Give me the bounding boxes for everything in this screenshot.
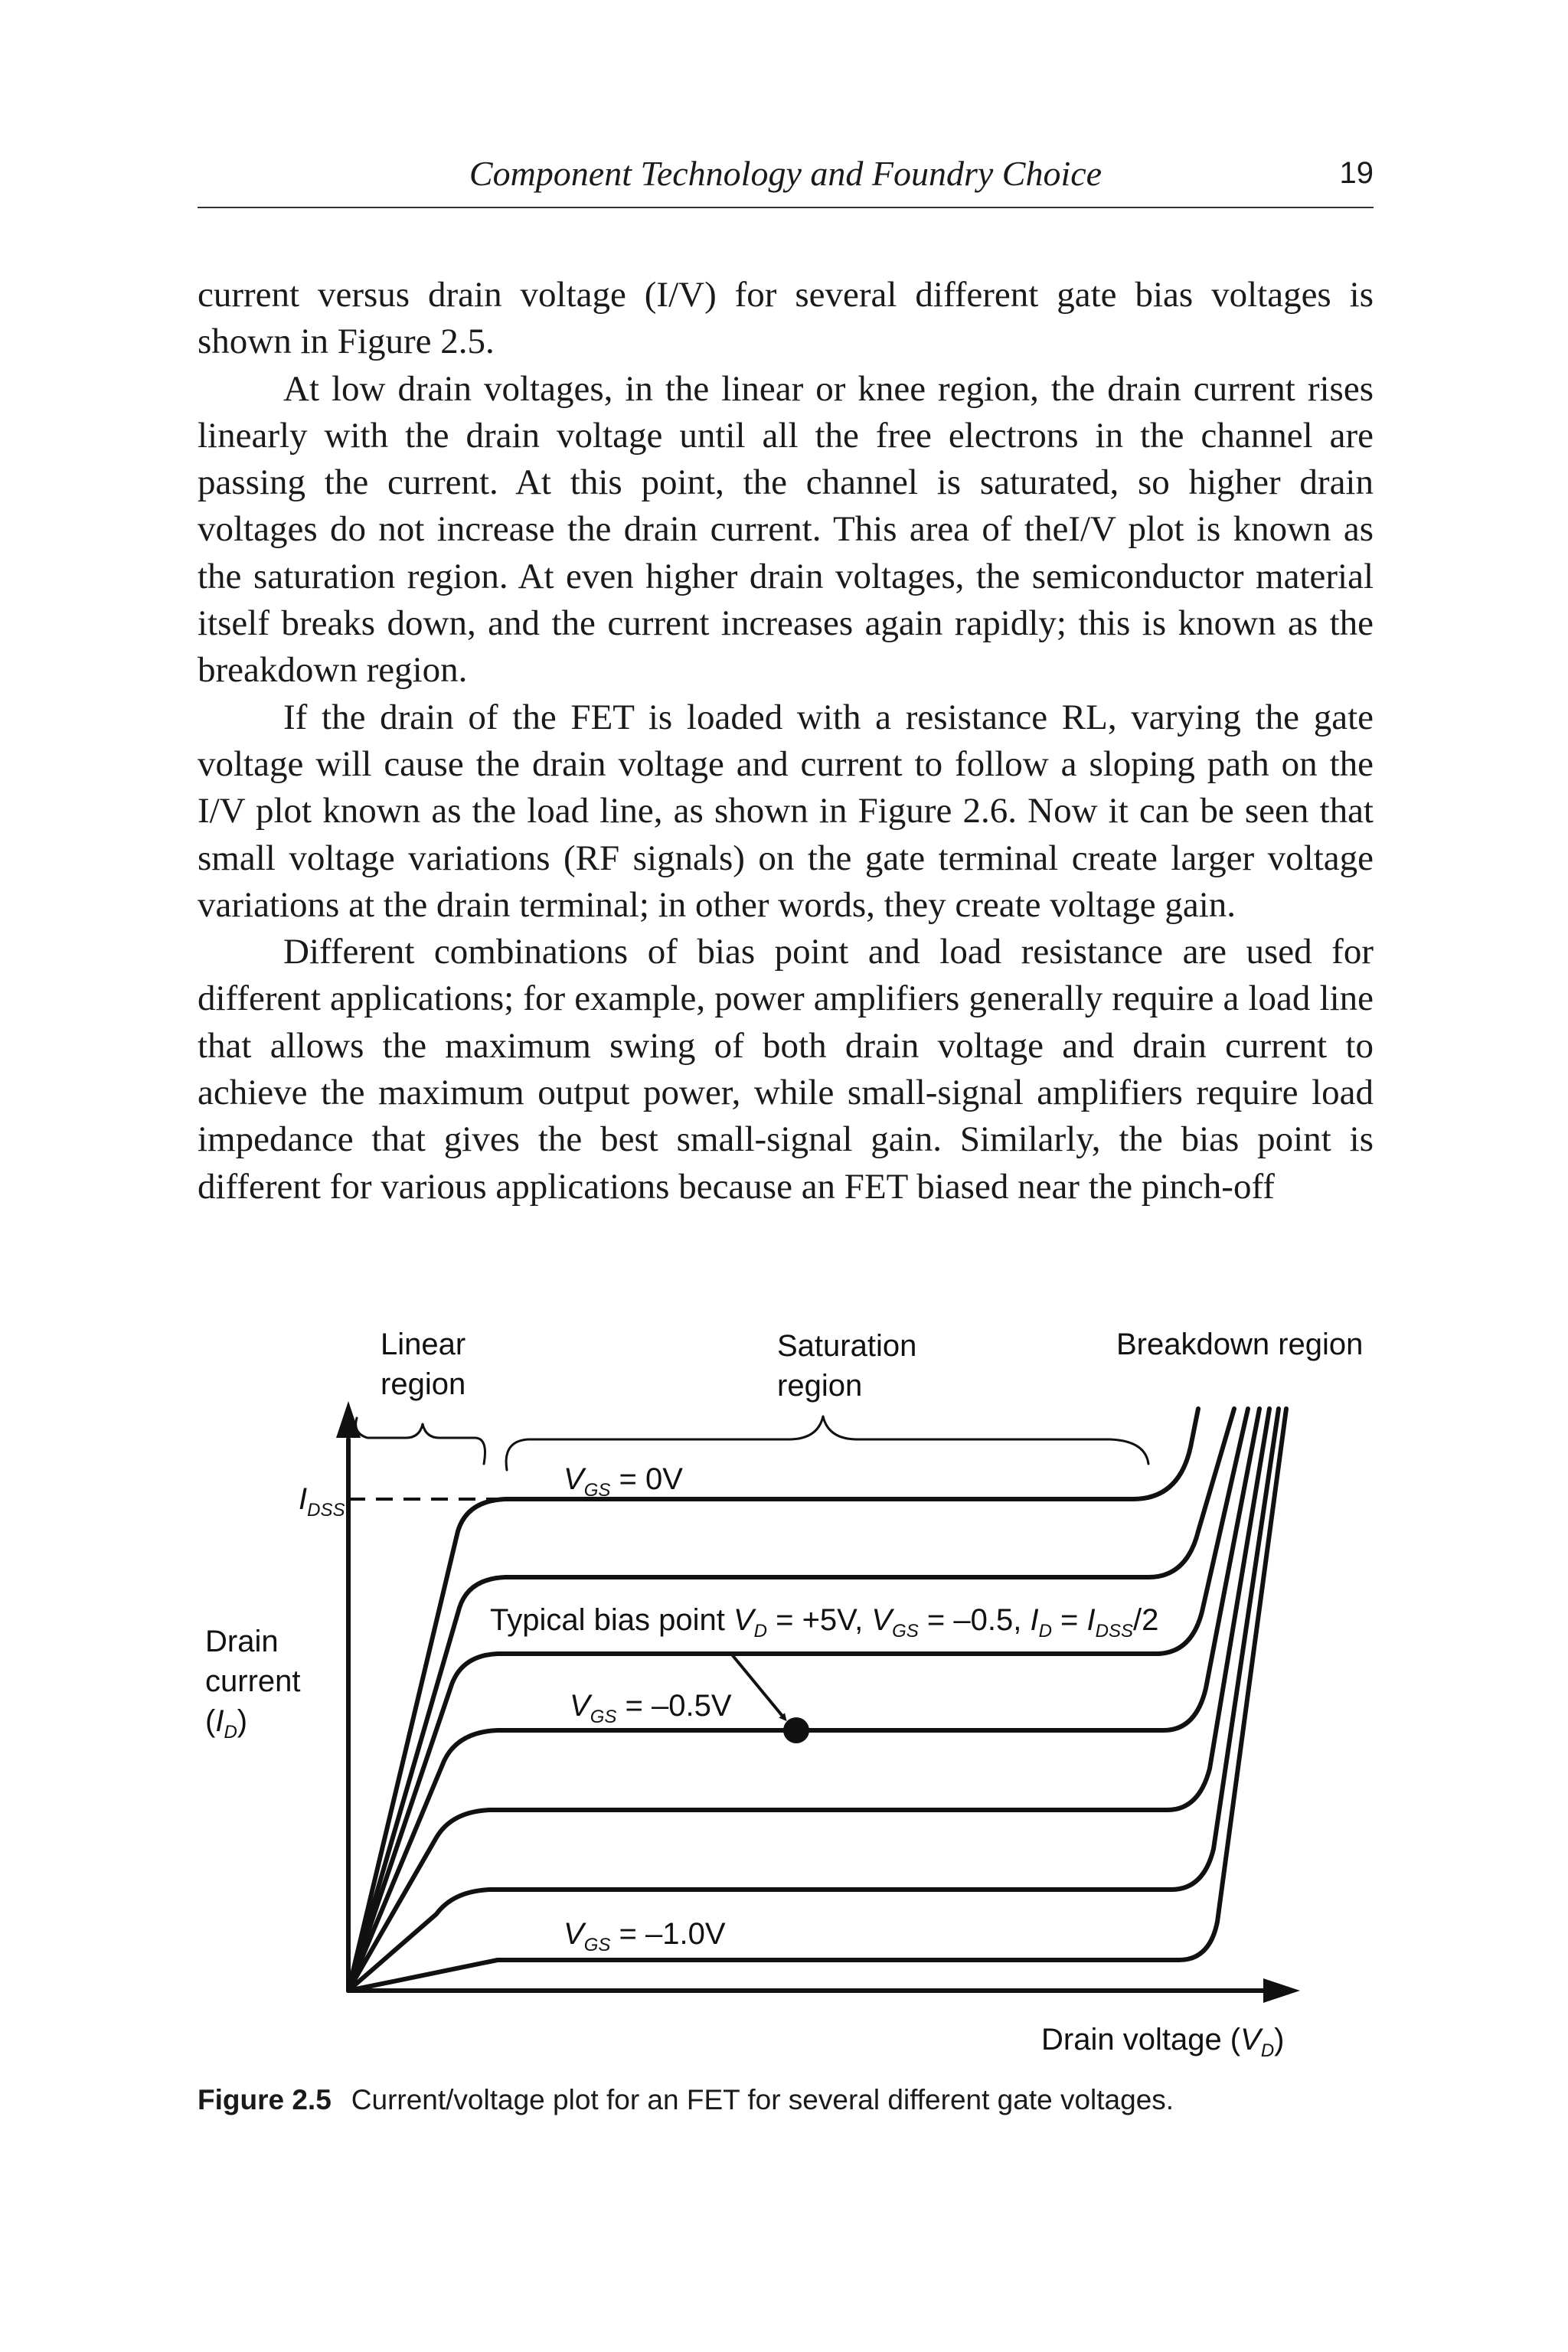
curve-vgs-05 xyxy=(348,1409,1259,1991)
curve-3 xyxy=(348,1409,1248,1991)
x-axis-arrowhead xyxy=(1263,1978,1300,2003)
paragraph: Different combinations of bias point and load resistance are used for different applications; for example, power amplifiers generally require a load line that allows the maximum swing of both drain voltage and drain current to achieve the maximum output power, while small-signal amplifiers require load impedance that gives the best small-signal gain. Similarly, the bias point is different for various applications because an FET biased near the pinch-off xyxy=(198,932,1374,1207)
curve-label-vgs-1.0: $V_{GS} = -1.0V$ xyxy=(564,1917,726,1955)
breakdown-region-label: Breakdown region xyxy=(1116,1328,1364,1361)
paragraph: If the drain of the FET is loaded with a resistance RL, varying the gate voltage will cause the drain voltage and current to follow a sloping path on the I/V plot known as the load line, as shown in Figure 2.6. Now it can be seen that small voltage variations (RF signals) on the gate terminal create larger voltage variations at the drain terminal; in other words, they create voltage gain. xyxy=(198,697,1374,925)
paragraph: current versus drain voltage (I/V) for several different gate bias voltages is shown in Figure 2.5. xyxy=(198,275,1374,362)
curve-label-vgs-0: $V_{GS} = 0V$ xyxy=(564,1462,683,1501)
curve-5 xyxy=(348,1409,1269,1991)
bias-point-marker xyxy=(783,1717,809,1743)
page-number: 19 xyxy=(1339,156,1374,190)
running-title: Component Technology and Foundry Choice xyxy=(469,154,1102,193)
bias-point-annotation: Typical bias point $V_D = +5V$, $V_{GS} = -0.5$, $I_D = I_{DSS}/2$ xyxy=(490,1603,1159,1642)
linear-region-brace xyxy=(356,1418,485,1464)
y-axis-label: Drain current $(I_D)$ xyxy=(205,1625,301,1743)
paragraph: At low drain voltages, in the linear or knee region, the drain current rises linearly with the drain voltage until all the free electrons in the channel are passing the current. At this point, the channel is saturated, so higher drain voltages do not increase the drain current. This area of theI/V plot is known as the saturation region. At even higher drain voltages, the semiconductor material itself breaks down, and the current increases again rapidly; this is known as the breakdown region. xyxy=(198,368,1374,691)
page-header xyxy=(198,150,1374,208)
x-axis-label: Drain voltage $(V_D)$ xyxy=(1041,2023,1285,2061)
figure-caption xyxy=(198,2084,1174,2116)
curve-vgs-0 xyxy=(348,1409,1198,1991)
idss-label: $I_{DSS}$ xyxy=(299,1482,345,1521)
bias-point-arrow xyxy=(731,1654,785,1719)
saturation-region-label: Saturation region xyxy=(777,1329,917,1403)
linear-region-label: Linear region xyxy=(381,1328,466,1401)
curve-6 xyxy=(348,1409,1279,1991)
body-text xyxy=(198,272,1374,1210)
figure-number: Figure 2.5 xyxy=(198,2084,332,2115)
curve-2 xyxy=(348,1409,1234,1991)
figure-caption-text: Current/voltage plot for an FET for several different gate voltages. xyxy=(351,2084,1174,2115)
curve-label-vgs-0.5: $V_{GS} = -0.5V$ xyxy=(570,1689,732,1727)
figure-iv-plot xyxy=(0,1302,1568,2144)
